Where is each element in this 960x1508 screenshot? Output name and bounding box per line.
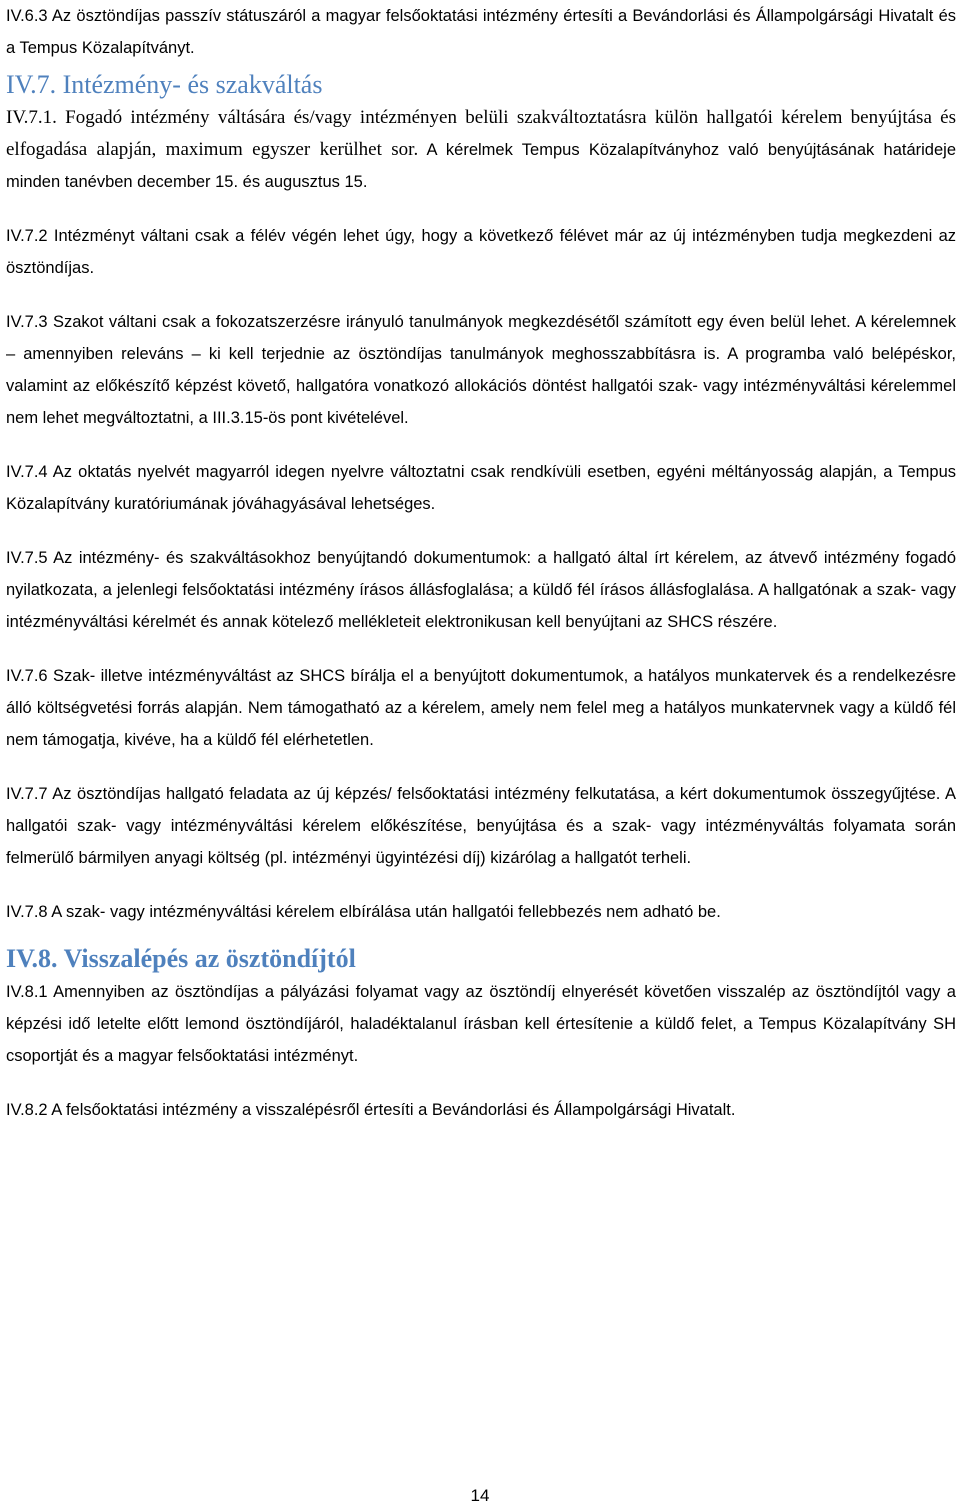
heading-iv-8: IV.8. Visszalépés az ösztöndíjtól bbox=[6, 944, 356, 973]
paragraph-iv-7-5: IV.7.5 Az intézmény- és szakváltásokhoz benyújtandó dokumentumok: a hallgató által írt kérelem, az átvevő intézmény fogadó nyilatkozata, a jelenlegi felsőoktatási intézmény írásos állásfoglalása; a küldő fél írásos állásfoglalása. A hallgatónak a szak- vagy intézményváltási kérelmét és annak kötelező mellékleteit elektronikusan kell benyújtani az SHCS részére. bbox=[6, 549, 956, 631]
paragraph-iv-7-7: IV.7.7 Az ösztöndíjas hallgató feladata az új képzés/ felsőoktatási intézmény felkutatása, a kért dokumentumok összegyűjtése. A hallgatói szak- vagy intézményváltási kérelem előkészítése, benyújtása és a szak- vagy intézményváltás folyamata során felmerülő bármilyen anyagi költség (pl. intézményi ügyintézési díj) kizárólag a hallgatót terheli. bbox=[6, 785, 956, 867]
paragraph-iv-7-6: IV.7.6 Szak- illetve intézményváltást az SHCS bírálja el a benyújtott dokumentumok, a hatályos munkatervek és a rendelkezésre álló költségvetési forrás alapján. Nem támogatható az a kérelem, amely nem felel meg a hatályos munkatervnek vagy a küldő fél nem támogatja, kivéve, ha a küldő fél elérhetetlen. bbox=[6, 667, 956, 749]
document-page bbox=[6, 0, 956, 1126]
paragraph-iv-8-2: IV.8.2 A felsőoktatási intézmény a visszalépésről értesíti a Bevándorlási és Állampolgársági Hivatalt. bbox=[6, 1101, 736, 1119]
heading-iv-7: IV.7. Intézmény- és szakváltás bbox=[6, 70, 323, 99]
paragraph-iv-7-1-serif-part: IV.7.1. Fogadó intézmény váltására és/vagy intézményen belüli szakváltoztatásra külön hallgatói kérelem benyújtása és elfogadása alapján, maximum egyszer kerülhet sor. bbox=[6, 107, 956, 160]
paragraph-iv-8-1: IV.8.1 Amennyiben az ösztöndíjas a pályázási folyamat vagy az ösztöndíj elnyerését követően visszalép az ösztöndíjtól vagy a képzési idő letelte előtt lemond ösztöndíjáról, haladéktalanul írásban kell értesítenie a küldő felet, a Tempus Közalapítvány SH csoportját és a magyar felsőoktatási intézményt. bbox=[6, 983, 956, 1065]
paragraph-iv-6-3: IV.6.3 Az ösztöndíjas passzív státuszáról a magyar felsőoktatási intézmény értesíti a Bevándorlási és Állampolgársági Hivatalt és a Tempus Közalapítványt. bbox=[6, 7, 956, 57]
page-number: 14 bbox=[470, 1486, 490, 1505]
paragraph-iv-7-3: IV.7.3 Szakot váltani csak a fokozatszerzésre irányuló tanulmányok megkezdésétől számított egy éven belül lehet. A kérelemnek – amennyiben releváns – ki kell terjednie az ösztöndíjas tanulmányok meghosszabbításra is. A programba való belépéskor, valamint az előkészítő képzést követő, hallgatóra vonatkozó allokációs döntést hallgatói szak- vagy intézményváltási kérelemmel nem lehet megváltoztatni, a III.3.15-ös pont kivételével. bbox=[6, 313, 956, 427]
paragraph-iv-7-1-deadline: A kérelmek Tempus Közalapítványhoz való benyújtásának határideje minden tanévben december 15. és augusztus 15. bbox=[6, 141, 956, 191]
paragraph-iv-7-8: IV.7.8 A szak- vagy intézményváltási kérelem elbírálása után hallgatói fellebbezés nem adható be. bbox=[6, 903, 721, 921]
paragraph-iv-7-4: IV.7.4 Az oktatás nyelvét magyarról idegen nyelvre változtatni csak rendkívüli esetben, egyéni méltányosság alapján, a Tempus Közalapítvány kuratóriumának jóváhagyásával lehetséges. bbox=[6, 463, 956, 513]
paragraph-iv-7-1 bbox=[6, 102, 956, 198]
paragraph-iv-7-2: IV.7.2 Intézményt váltani csak a félév végén lehet úgy, hogy a következő félévet már az új intézményben tudja megkezdeni az ösztöndíjas. bbox=[6, 227, 956, 277]
